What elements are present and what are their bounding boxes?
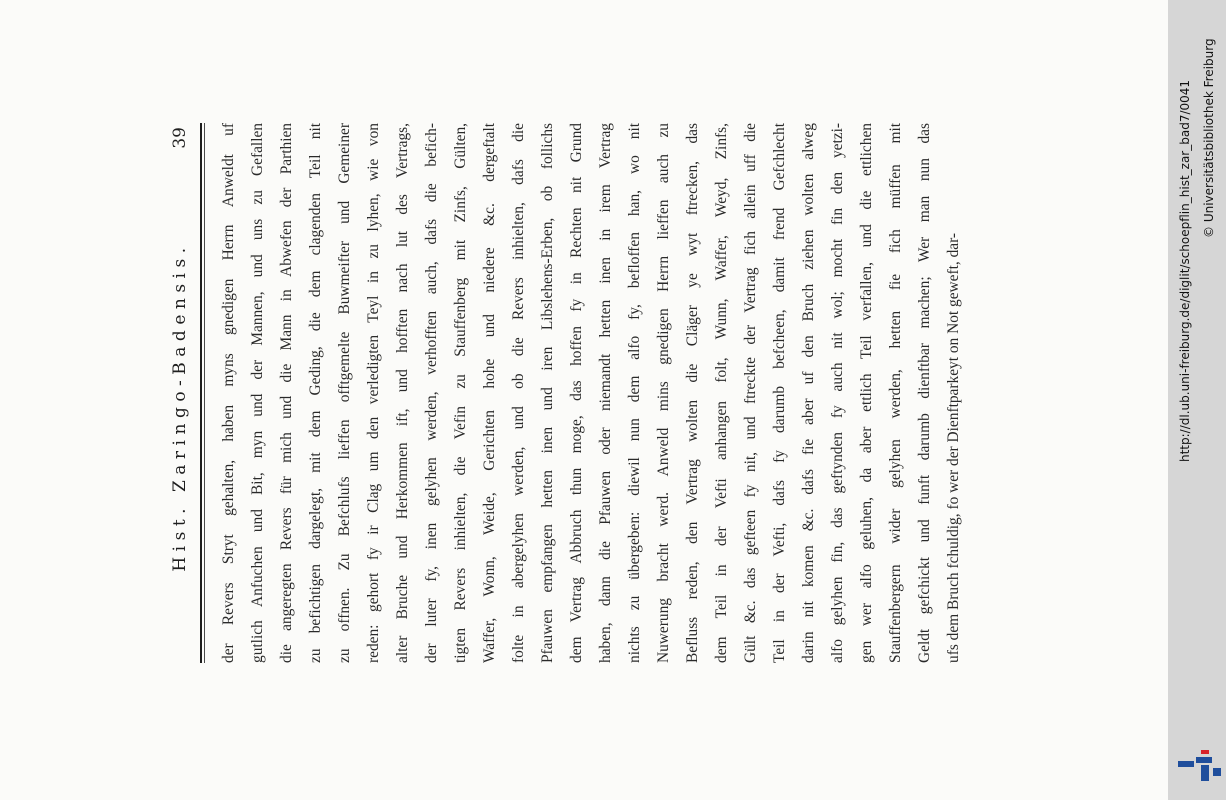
text-line: folte in abergelyhen werden, und ob die Revers inhielten, dafs die <box>510 123 527 663</box>
text-line: zu befichtigen dargelegt, mit dem Geding, die dem clagenden Teil nit <box>307 123 324 663</box>
text-line: die angeregten Revers für mich und die Mann in Abwefen der Parthien <box>278 123 295 663</box>
logo-bar-top <box>1201 750 1209 754</box>
text-line: Teil in der Vefti, dafs fy darumb befcheen, damit frend Gefchlecht <box>771 123 788 663</box>
logo-bar-middle <box>1196 757 1212 763</box>
logo-bar-stem <box>1201 765 1209 781</box>
body-text <box>214 123 968 663</box>
running-head-title: Hist. Zaringo-Badensis. <box>170 242 190 572</box>
text-line: ufs dem Bruch fchuldig, fo wer der Dienftparkeyt on Not geweft, dar- <box>945 232 962 663</box>
text-line: Nuwerung bracht werd. Anweld mins gnedigen Herrn lieffen auch zu <box>655 123 672 663</box>
copyright-notice: © Universitätsbibliothek Freiburg <box>1202 38 1216 238</box>
text-line: dem Teil in der Vefti anhangen folt, Wunn, Waffer, Weyd, Zinfs, <box>713 123 730 663</box>
text-line: der luter fy, inen gelyhen werden, verhofften auch, dafs die befich- <box>423 123 440 663</box>
text-line: alfo gelyhen fin, das geftynden fy auch nit wol; mocht fin den yetzi- <box>829 123 846 663</box>
text-line: alter Bruche und Herkommen ift, und hofften nach lut des Vertrags, <box>394 123 411 663</box>
text-line: darin nit komen &c. dafs fie aber uf den Bruch ziehen wolten alweg <box>800 123 817 663</box>
logo-bar-left <box>1178 761 1194 767</box>
page-content <box>160 123 962 663</box>
text-line: gen wer alfo geluhen, da aber ettlich Teil verfallen, und die ettlichen <box>858 123 875 663</box>
text-line: tigten Revers inhielten, die Vefin zu Stauffenberg mit Zinfs, Gülten, <box>452 123 469 663</box>
text-line: Gült &c. das gefteen fy nit, und ftreckte der Vertrag fich allein uff die <box>742 123 759 663</box>
text-line: haben, dann die Pfauwen oder niemandt hetten inen in irem Vertrag <box>597 123 614 663</box>
source-url-link[interactable]: http://dl.ub.uni-freiburg.de/diglit/schoepflin_hist_zar_bad7/0041 <box>1178 79 1192 462</box>
logo-bar-right <box>1213 768 1221 776</box>
header-rule <box>200 123 205 663</box>
text-line: Waffer, Wonn, Weide, Gerichten hohe und niedere &c. dergeftalt <box>481 123 498 663</box>
text-line: gutlich Anfuchen und Bit, myn und der Mannen, und uns zu Gefallen <box>249 123 266 663</box>
viewer-sidebar <box>1168 0 1226 800</box>
text-line: Stauffenbergern wider gelyhen werden, hetten fie fich müffen mit <box>887 123 904 663</box>
text-line: dem Vertrag Abbruch thun moge, das hoffen fy in Rechten nit Grund <box>568 123 585 663</box>
text-line: reden: gehort fy ir Clag um den verledigten Teyl in zu lyhen, wie von <box>365 123 382 663</box>
text-line: Geldt gefchickt und funft darumb dienftbar machen; Wer man nun das <box>916 123 933 663</box>
text-line: Befluss reden, den Vertrag wolten die Cläger ye wyt ftrecken, das <box>684 123 701 663</box>
text-line: zu offnen. Zu Befchlufs lieffen offtgemelte Buwmeifter und Gemeiner <box>336 123 353 663</box>
ub-freiburg-logo-icon <box>1175 746 1223 784</box>
running-head <box>170 123 198 663</box>
text-line: nichts zu übergeben: diewil nun dem alfo fy, befloffen han, wo nit <box>626 123 643 663</box>
text-line: Pfauwen empfangen hetten inen und iren Libslehens-Erben, ob follichs <box>539 123 556 663</box>
text-line: der Revers Stryt gehalten, haben myns gnedigen Herrn Anweldt uf <box>220 123 237 663</box>
page-number: 39 <box>170 127 190 149</box>
